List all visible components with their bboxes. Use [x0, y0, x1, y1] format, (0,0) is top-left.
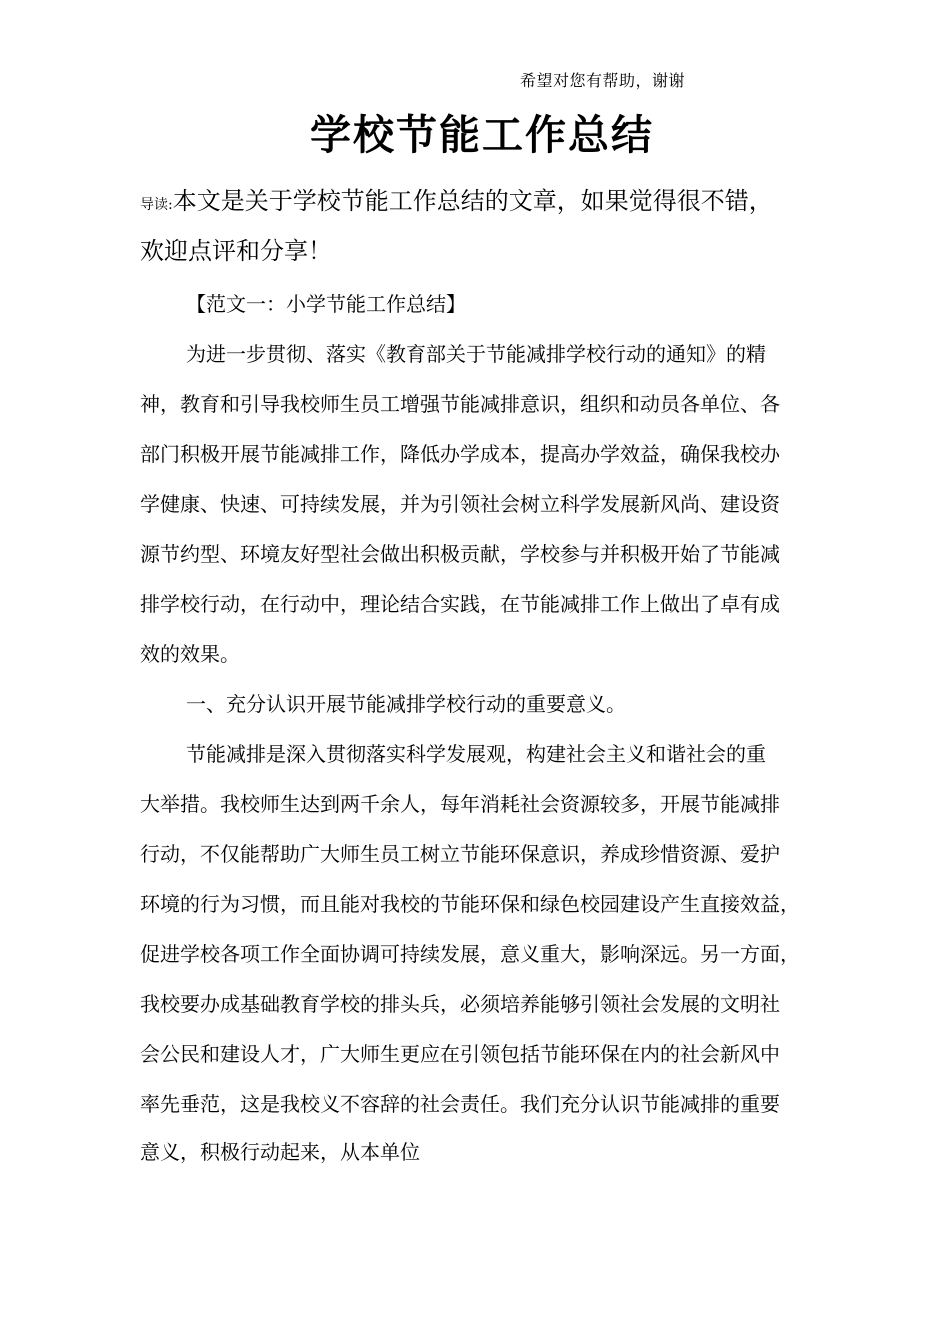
section-heading: 一、充分认识开展节能减排学校行动的重要意义。: [186, 692, 626, 716]
intro-paragraph: [140, 178, 840, 274]
body-line: 促进学校各项工作全面协调可持续发展，意义重大，影响深远。另一方面，: [140, 942, 800, 966]
body-line: 行动，不仅能帮助广大师生员工树立节能环保意识，养成珍惜资源、爱护: [140, 842, 780, 866]
body-line: 排学校行动，在行动中，理论结合实践，在节能减排工作上做出了卓有成: [140, 592, 780, 616]
body-line: 环境的行为习惯，而且能对我校的节能环保和绿色校园建设产生直接效益，: [140, 892, 800, 916]
intro-label: 导读:: [140, 197, 173, 213]
body-line: 意义，积极行动起来，从本单位: [140, 1140, 420, 1164]
body-line: 神，教育和引导我校师生员工增强节能减排意识，组织和动员各单位、各: [140, 392, 780, 416]
header-note: 希望对您有帮助，谢谢: [520, 71, 686, 90]
body-line: 学健康、快速、可持续发展，并为引领社会树立科学发展新风尚、建设资: [140, 492, 780, 516]
body-line: 会公民和建设人才，广大师生更应在引领包括节能环保在内的社会新风中: [140, 1042, 780, 1066]
body-line: 节能减排是深入贯彻落实科学发展观，构建社会主义和谐社会的重: [186, 742, 766, 766]
body-line: 效的效果。: [140, 642, 240, 666]
intro-line-2: 欢迎点评和分享！: [140, 237, 332, 265]
body-line: 源节约型、环境友好型社会做出积极贡献，学校参与并积极开始了节能减: [140, 542, 780, 566]
body-line: 部门积极开展节能减排工作，降低办学成本，提高办学效益，确保我校办: [140, 442, 780, 466]
document-title: 学校节能工作总结: [310, 111, 654, 159]
body-line: 为进一步贯彻、落实《教育部关于节能减排学校行动的通知》的精: [186, 342, 766, 366]
body-line: 我校要办成基础教育学校的排头兵，必须培养能够引领社会发展的文明社: [140, 992, 780, 1016]
body-line: 大举措。我校师生达到两千余人，每年消耗社会资源较多，开展节能减排: [140, 792, 780, 816]
intro-line-1: 本文是关于学校节能工作总结的文章，如果觉得很不错，: [172, 187, 773, 215]
body-line: 率先垂范，这是我校义不容辞的社会责任。我们充分认识节能减排的重要: [140, 1092, 780, 1116]
sample-heading: 【范文一：小学节能工作总结】: [186, 292, 466, 316]
